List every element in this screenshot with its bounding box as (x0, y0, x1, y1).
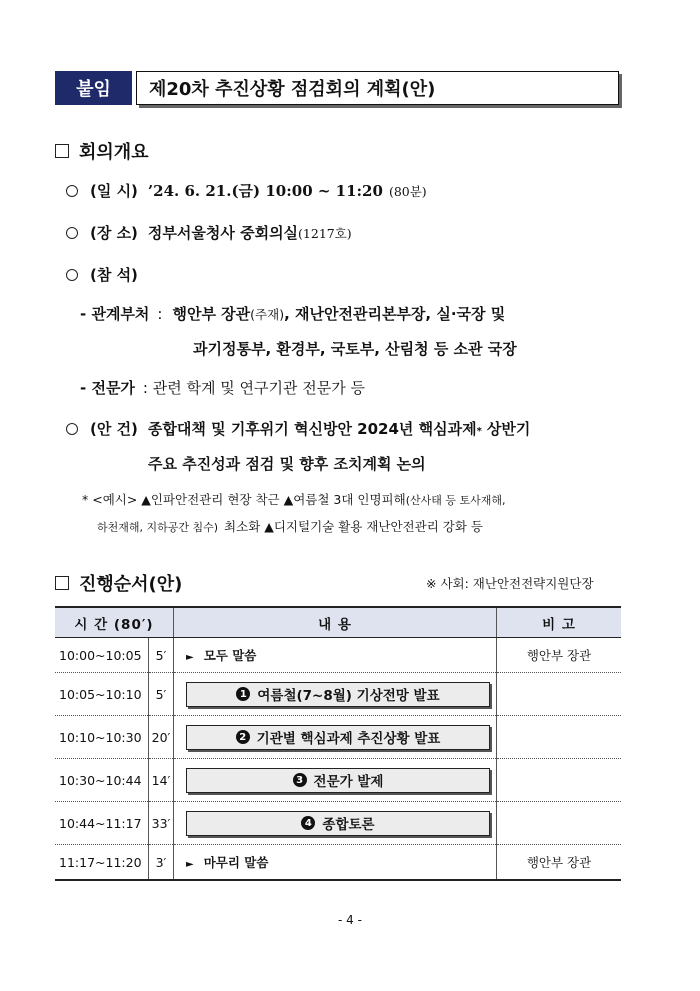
example-note-1 (82, 490, 506, 508)
attachment-badge: 붙임 (55, 71, 132, 105)
when-label: (일 시) (90, 182, 138, 200)
agenda-line2: 주요 추진성과 점검 및 향후 조치계획 논의 (148, 455, 426, 473)
circle-bullet-icon (66, 227, 78, 239)
table-row (55, 759, 621, 802)
table-row (55, 638, 621, 673)
agenda-item-box (186, 725, 490, 750)
expert-row (80, 377, 365, 398)
agenda-item-label: 모두 말씀 (203, 648, 257, 663)
agenda-item-box (186, 768, 490, 793)
circle-bullet-icon (66, 185, 78, 197)
time-cell: 10:30~10:44 (55, 759, 149, 802)
time-cell: 10:05~10:10 (55, 673, 149, 716)
example-note-line1: * <예시> ▲인파안전관리 현장 착근 ▲여름철 3대 인명피해 (82, 492, 406, 507)
moderator-note: ※ 사회: 재난안전전략지원단장 (426, 576, 594, 591)
checkbox-square-icon (55, 576, 69, 590)
agenda-item-box (186, 682, 490, 707)
content-cell (174, 802, 497, 845)
numbered-circle-icon: 2 (236, 730, 250, 744)
circle-bullet-icon (66, 423, 78, 435)
dept-line1a: 행안부 장관 (172, 305, 251, 323)
section-schedule-heading (55, 570, 182, 596)
content-cell (174, 638, 497, 673)
content-cell (174, 845, 497, 881)
table-row (55, 716, 621, 759)
example-note-line1b: (산사태 등 토사재해, (405, 494, 506, 507)
circle-bullet-icon (66, 269, 78, 281)
section-overview-title: 회의개요 (79, 142, 149, 163)
when-row (66, 180, 427, 201)
numbered-circle-icon: 4 (301, 816, 315, 830)
note-cell: 행안부 장관 (497, 845, 622, 881)
triangle-bullet-icon: ► (186, 859, 194, 870)
agenda-line1: 종합대책 및 기후위기 혁신방안 2024년 핵심과제 (147, 420, 477, 438)
agenda-line1b: 상반기 (486, 420, 531, 438)
agenda-item-label: 기관별 핵심과제 추진상황 발표 (256, 731, 441, 747)
expert-value: : 관련 학계 및 연구기관 전문가 등 (142, 379, 365, 397)
dept-colon: : (157, 305, 163, 323)
table-row (55, 845, 621, 881)
time-cell: 11:17~11:20 (55, 845, 149, 881)
page-number: - 4 - (338, 913, 362, 927)
note-cell (497, 673, 622, 716)
agenda-item-label: 여름철(7~8월) 기상전망 발표 (257, 688, 440, 704)
note-cell (497, 759, 622, 802)
content-cell (174, 759, 497, 802)
column-header-note: 비 고 (497, 607, 622, 638)
document-title: 제20차 추진상황 점검회의 계획(안) (136, 71, 619, 105)
where-row (66, 222, 352, 243)
agenda-row (66, 418, 530, 439)
example-note-2 (97, 517, 483, 535)
minutes-cell: 5′ (149, 673, 174, 716)
section-overview-heading (55, 138, 149, 164)
example-note-line2a: 하천재해, 지하공간 침수) (97, 521, 219, 534)
when-value: ’24. 6. 21.(금) 10:00 ~ 11:20 (147, 182, 383, 200)
expert-label: - 전문가 (80, 379, 135, 397)
schedule-table (55, 606, 621, 881)
minutes-cell: 5′ (149, 638, 174, 673)
agenda-item-label: 종합토론 (322, 817, 375, 833)
minutes-cell: 14′ (149, 759, 174, 802)
column-header-content: 내 용 (174, 607, 497, 638)
agenda-item-label: 전문가 발제 (313, 774, 384, 790)
content-cell (174, 673, 497, 716)
dept-line1b: (주재) (250, 307, 285, 322)
numbered-circle-icon: 3 (293, 773, 307, 787)
note-cell (497, 802, 622, 845)
dept-row (80, 303, 505, 324)
agenda-item-box (186, 811, 490, 836)
note-cell (497, 716, 622, 759)
numbered-circle-icon: 1 (236, 687, 250, 701)
time-cell: 10:44~11:17 (55, 802, 149, 845)
where-value: 정부서울청사 중회의실 (147, 224, 299, 242)
table-row (55, 802, 621, 845)
agenda-row-2 (148, 453, 426, 474)
section-schedule-title: 진행순서(안) (79, 574, 183, 595)
agenda-item-label: 마무리 말씀 (203, 855, 269, 870)
attend-label: (참 석) (90, 266, 138, 284)
dept-row-2 (193, 338, 517, 359)
where-note: (1217호) (298, 226, 352, 241)
time-cell: 10:10~10:30 (55, 716, 149, 759)
dept-label: - 관계부처 (80, 305, 150, 323)
when-note: (80분) (388, 184, 427, 199)
table-row (55, 673, 621, 716)
where-label: (장 소) (90, 224, 138, 242)
attend-row (66, 264, 138, 285)
checkbox-square-icon (55, 144, 69, 158)
column-header-time: 시 간 (80′) (55, 607, 174, 638)
minutes-cell: 20′ (149, 716, 174, 759)
content-cell (174, 716, 497, 759)
time-cell: 10:00~10:05 (55, 638, 149, 673)
dept-line1c: , 재난안전관리본부장, 실·국장 및 (284, 305, 506, 323)
minutes-cell: 33′ (149, 802, 174, 845)
agenda-label: (안 건) (90, 420, 138, 438)
example-note-line2b: 최소화 ▲디지털기술 활용 재난안전관리 강화 등 (224, 519, 483, 534)
dept-line2: 과기정통부, 환경부, 국토부, 산림청 등 소관 국장 (193, 340, 517, 358)
triangle-bullet-icon: ► (186, 652, 194, 663)
note-cell: 행안부 장관 (497, 638, 622, 673)
minutes-cell: 3′ (149, 845, 174, 881)
agenda-star: * (476, 426, 482, 437)
table-header-row (55, 607, 621, 638)
